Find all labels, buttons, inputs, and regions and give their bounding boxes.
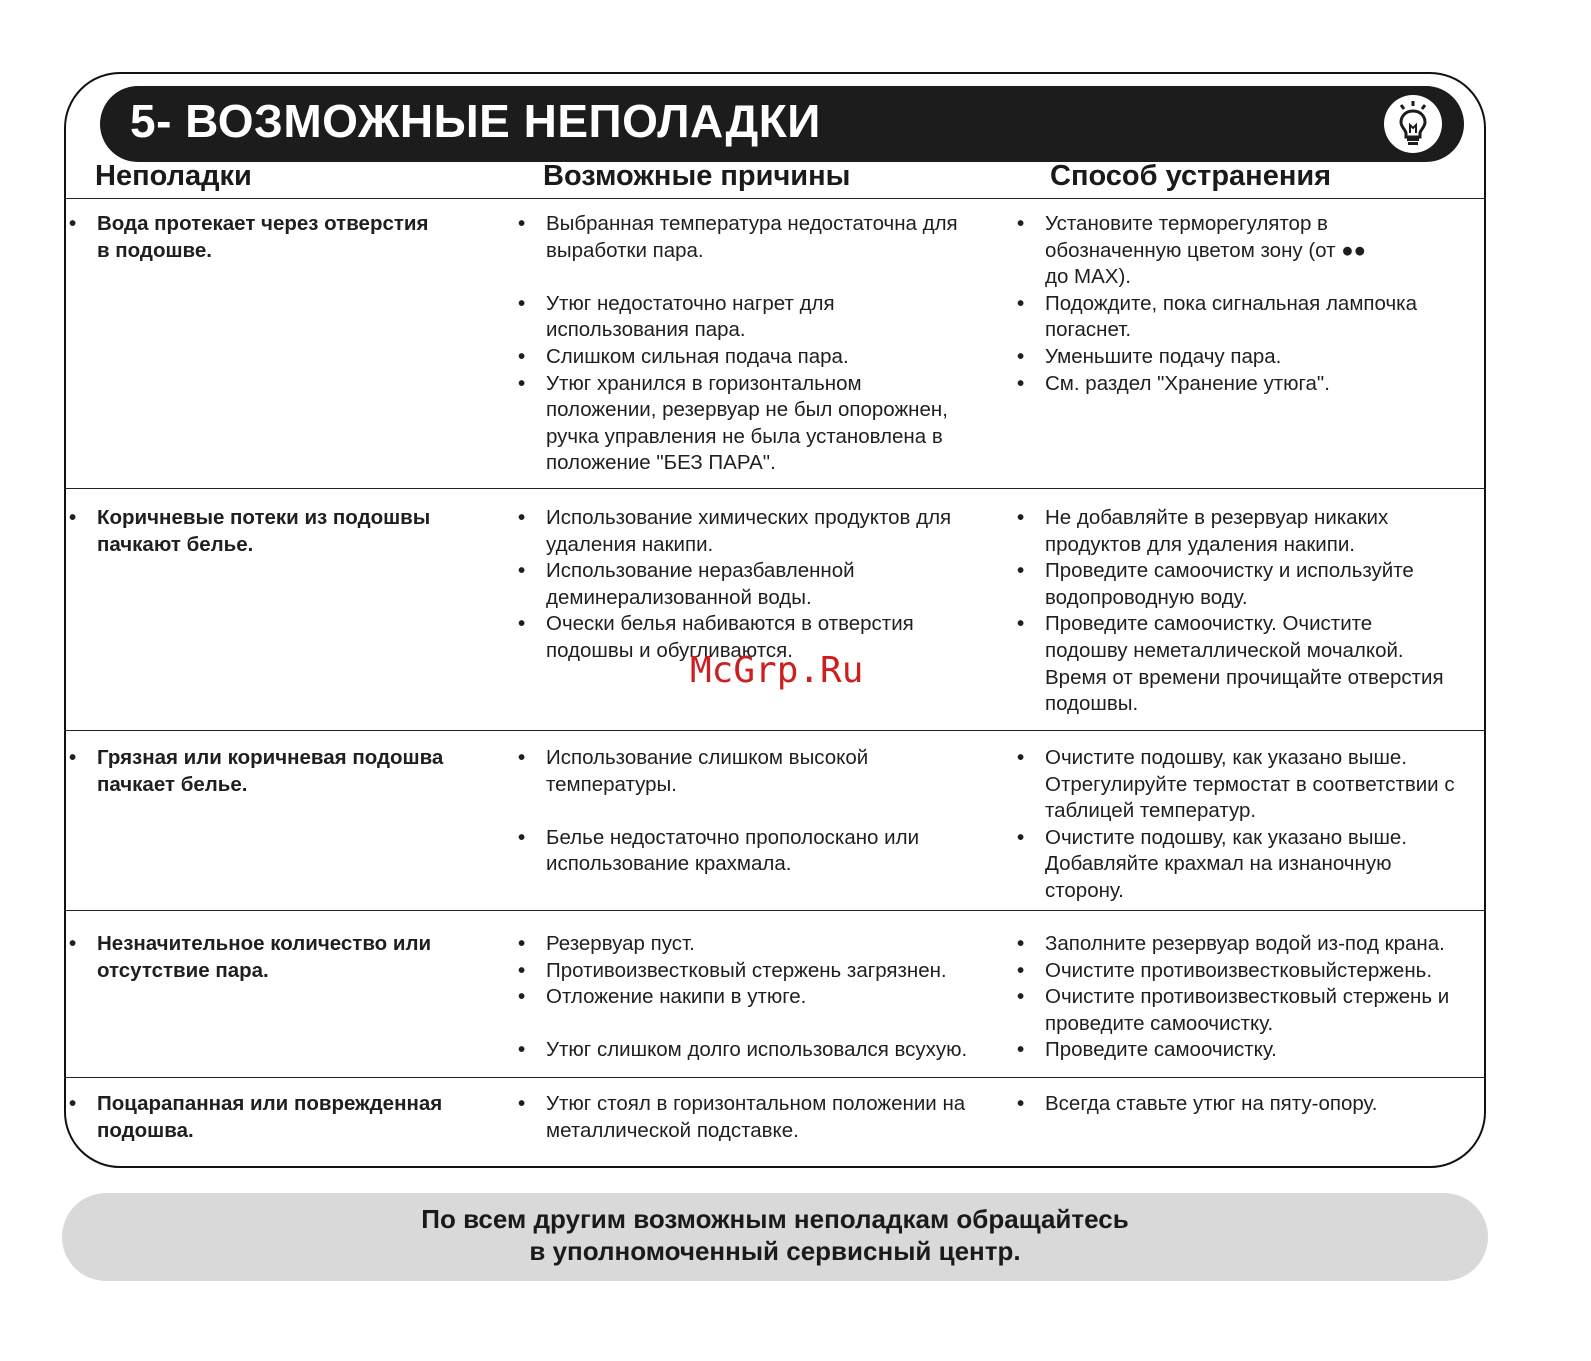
solution-item: • Проведите самоочистку. Очистите подошву неметаллической мочалкой. Время от времени прочищайте отверстия подошвы.	[1017, 611, 1477, 717]
footer-line-2: в уполномоченный сервисный центр.	[529, 1236, 1021, 1266]
solution-item: • Очистите противоизвестковый стержень и проведите самоочистку.	[1017, 984, 1477, 1037]
footer-note	[62, 1193, 1488, 1281]
cause-item: • Противоизвестковый стержень загрязнен.	[518, 958, 998, 985]
solution-item: • Уменьшите подачу пара.	[1017, 344, 1477, 371]
solutions-cell-3	[1017, 745, 1482, 905]
solution-item: • Проведите самоочистку.	[1017, 1037, 1477, 1064]
cause-item: • Белье недостаточно прополоскано или использование крахмала.	[518, 825, 988, 878]
cause-item: • Утюг слишком долго использовался всухую.	[518, 1037, 998, 1064]
cause-item: • Выбранная температура недостаточна для выработки пара.	[518, 211, 988, 264]
problem-item: • Грязная или коричневая подошва пачкает белье.	[69, 745, 489, 798]
footer-line-1: По всем другим возможным неполадкам обращайтесь	[421, 1204, 1129, 1234]
solution-item: • Всегда ставьте утюг на пяту-опору.	[1017, 1091, 1477, 1118]
cause-item: • Отложение накипи в утюге.	[518, 984, 998, 1011]
problem-cell-1	[69, 211, 489, 264]
solution-item: • Очистите противоизвестковыйстержень.	[1017, 958, 1477, 985]
causes-cell-5	[518, 1091, 998, 1144]
section-title-bar	[100, 86, 1464, 162]
solution-item: • Установите терморегулятор в обозначенную цветом зону (от ●● до MAX).	[1017, 211, 1477, 291]
row-divider	[64, 910, 1486, 911]
cause-item: • Использование химических продуктов для удаления накипи.	[518, 505, 988, 558]
cause-item: • Утюг недостаточно нагрет для использования пара.	[518, 291, 988, 344]
solution-item: • Очистите подошву, как указано выше. Отрегулируйте термостат в соответствии с таблицей температур.	[1017, 745, 1482, 825]
cause-item: • Использование неразбавленной деминерализованной воды.	[518, 558, 988, 611]
row-divider	[64, 730, 1486, 731]
row-divider	[64, 488, 1486, 489]
solutions-cell-4	[1017, 931, 1477, 1064]
cause-item: • Слишком сильная подача пара.	[518, 344, 988, 371]
row-divider	[64, 1077, 1486, 1078]
section-title: 5- ВОЗМОЖНЫЕ НЕПОЛАДКИ	[130, 95, 821, 147]
cause-item: • Утюг хранился в горизонтальном положении, резервуар не был опорожнен, ручка управления не была установлена в положение "БЕЗ ПАРА".	[518, 371, 988, 477]
solution-item: • Очистите подошву, как указано выше. Добавляйте крахмал на изнаночную сторону.	[1017, 825, 1482, 905]
solution-item: • См. раздел "Хранение утюга".	[1017, 371, 1477, 398]
causes-cell-4	[518, 931, 998, 1064]
solutions-cell-1	[1017, 211, 1477, 397]
solutions-cell-2	[1017, 505, 1477, 718]
causes-cell-1	[518, 211, 988, 477]
watermark: McGrp.Ru	[690, 650, 864, 691]
solution-item: • Подождите, пока сигнальная лампочка погаснет.	[1017, 291, 1477, 344]
problem-cell-2	[69, 505, 489, 558]
causes-cell-2	[518, 505, 988, 665]
problem-item: • Незначительное количество или отсутствие пара.	[69, 931, 489, 984]
solution-item: • Не добавляйте в резервуар никаких продуктов для удаления накипи.	[1017, 505, 1477, 558]
cause-item: • Очески белья набиваются в отверстия подошвы и обугливаются.	[518, 611, 988, 664]
problem-item: • Вода протекает через отверстия в подошве.	[69, 211, 489, 264]
header-solutions: Способ устранения	[1050, 160, 1332, 192]
header-divider	[64, 198, 1486, 199]
cause-item: • Утюг стоял в горизонтальном положении на металлической подставке.	[518, 1091, 998, 1144]
problem-item: • Поцарапанная или поврежденная подошва.	[69, 1091, 489, 1144]
cause-item: • Резервуар пуст.	[518, 931, 998, 958]
problem-cell-3	[69, 745, 489, 798]
solutions-cell-5	[1017, 1091, 1477, 1118]
problem-cell-5	[69, 1091, 489, 1144]
lightbulb-icon	[1384, 95, 1442, 153]
problem-cell-4	[69, 931, 489, 984]
solution-item: • Проведите самоочистку и используйте водопроводную воду.	[1017, 558, 1477, 611]
header-causes: Возможные причины	[543, 160, 851, 192]
header-problems: Неполадки	[95, 160, 252, 192]
solution-item: • Заполните резервуар водой из-под крана.	[1017, 931, 1477, 958]
problem-item: • Коричневые потеки из подошвы пачкают белье.	[69, 505, 489, 558]
cause-item: • Использование слишком высокой температуры.	[518, 745, 988, 798]
causes-cell-3	[518, 745, 988, 878]
